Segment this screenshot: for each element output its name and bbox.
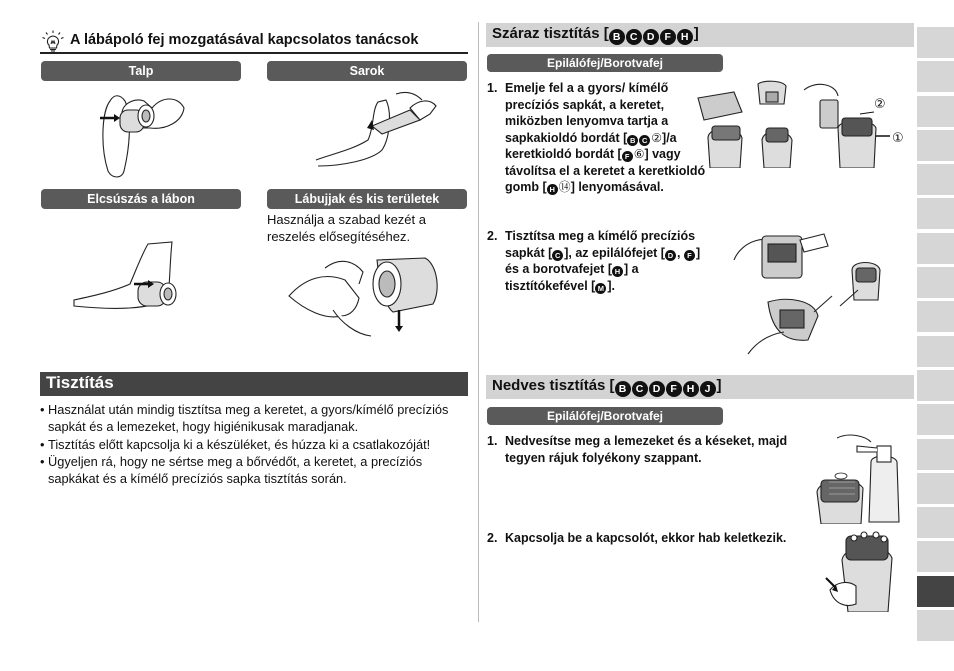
dry-step-1: 1. Emelje fel a a gyors/ kímélő precíziós sapkát, a keretet, miközben lenyomva tartja a sapkakioldó bordát [ B C ②]/a keretkioldó bordát [ F ⑥] vagy távolítsa el a keretet a keretkioldó gomb [ H ⑭] lenyomásával. [487,81,706,194]
side-tab-active[interactable] [917,576,954,607]
dry-subtab: Epilálófej/Borotvafej [487,54,723,72]
list-item: • Tisztítás előtt kapcsolja ki a készüléket, és húzza ki a csatlakozóját! [40,436,472,453]
label-talp: Talp [41,61,241,81]
side-tab[interactable] [917,473,954,504]
toes-illustration [285,250,445,340]
labujjak-note: Használja a szabad kezét a reszelés elősegítéséhez. [267,212,426,244]
model-f-icon: F [684,250,695,261]
model-f-icon: F [666,381,682,397]
dry-cleaning-title: Száraz tisztítás [ B C D F H ] [492,25,699,43]
wet-subtab: Epilálófej/Borotvafej [487,407,723,425]
model-d-icon: D [649,381,665,397]
foam-illustration [822,530,908,612]
dry-step-2: 2. Tisztítsa meg a kímélő precíziós sapkát [ C ], az epilálófejet [ D , F ] és a borotvafejet [ H ] a tisztítókefével [ M ]. [487,229,701,293]
model-j-icon: J [700,381,716,397]
lightbulb-icon [40,30,66,52]
side-tab-strip [917,27,954,644]
model-c-icon: C [552,250,563,261]
side-tab[interactable] [917,130,954,161]
side-tab[interactable] [917,164,954,195]
tips-title: A lábápoló fej mozgatásával kapcsolatos tanácsok [70,32,419,48]
model-h-icon: H [547,184,558,195]
model-d-icon: D [665,250,676,261]
side-tab[interactable] [917,61,954,92]
dry-cleaning-header [486,23,914,47]
side-tab[interactable] [917,404,954,435]
wet-cleaning-title: Nedves tisztítás [ B C D F H J ] [492,377,722,395]
model-f-icon: F [660,29,676,45]
side-tab[interactable] [917,541,954,572]
cleaning-title: Tisztítás [46,373,114,392]
model-h-icon: H [683,381,699,397]
model-c-icon: C [639,135,650,146]
column-divider [478,22,479,622]
model-icons [609,25,694,42]
heel-illustration [312,90,442,170]
side-tab[interactable] [917,233,954,264]
model-c-icon: C [632,381,648,397]
model-c-icon: C [626,29,642,45]
callout-2: ② [874,97,886,112]
model-b-icon: B [609,29,625,45]
callout-1: ① [892,131,904,146]
model-b-icon: B [627,135,638,146]
cleaning-section-bar [40,372,468,396]
side-tab[interactable] [917,370,954,401]
brush-cleaning-illustration [728,230,900,358]
model-m-icon: M [595,283,606,294]
side-tab[interactable] [917,27,954,58]
side-tab[interactable] [917,267,954,298]
side-tab[interactable] [917,610,954,641]
label-elcsuszas: Elcsúszás a lábon [41,189,241,209]
soap-illustration [815,432,907,524]
side-tab[interactable] [917,507,954,538]
model-f-icon: F [622,151,633,162]
model-d-icon: D [643,29,659,45]
model-h-icon: H [677,29,693,45]
side-tab[interactable] [917,301,954,332]
sole-illustration [90,86,190,181]
list-item: • Ügyeljen rá, hogy ne sértse meg a bőrvédőt, a keretet, a precíziós sapkákat és a kímélő precíziós sapka tisztítás során. [40,453,472,488]
wet-cleaning-header [486,375,914,399]
side-tab[interactable] [917,96,954,127]
tips-heading [40,30,468,54]
wet-step-2: 2. Kapcsolja be a kapcsolót, ekkor hab keletkezik. [487,531,787,545]
cleaning-bullets [40,401,472,487]
cap-removal-illustration [688,78,910,168]
label-sarok: Sarok [267,61,467,81]
foot-slide-illustration [72,240,190,320]
side-tab[interactable] [917,198,954,229]
label-labujjak: Lábujjak és kis területek [267,189,467,209]
model-h-icon: H [612,266,623,277]
list-item: • Használat után mindig tisztítsa meg a keretet, a gyors/kímélő precíziós sapkát és a lemezeket, hogy higiénikusak maradjanak. [40,401,472,436]
wet-step-1: 1. Nedvesítse meg a lemezeket és a késeket, majd tegyen rájuk folyékony szappant. [487,434,788,465]
model-icons [615,377,717,394]
side-tab[interactable] [917,336,954,367]
model-b-icon: B [615,381,631,397]
side-tab[interactable] [917,439,954,470]
